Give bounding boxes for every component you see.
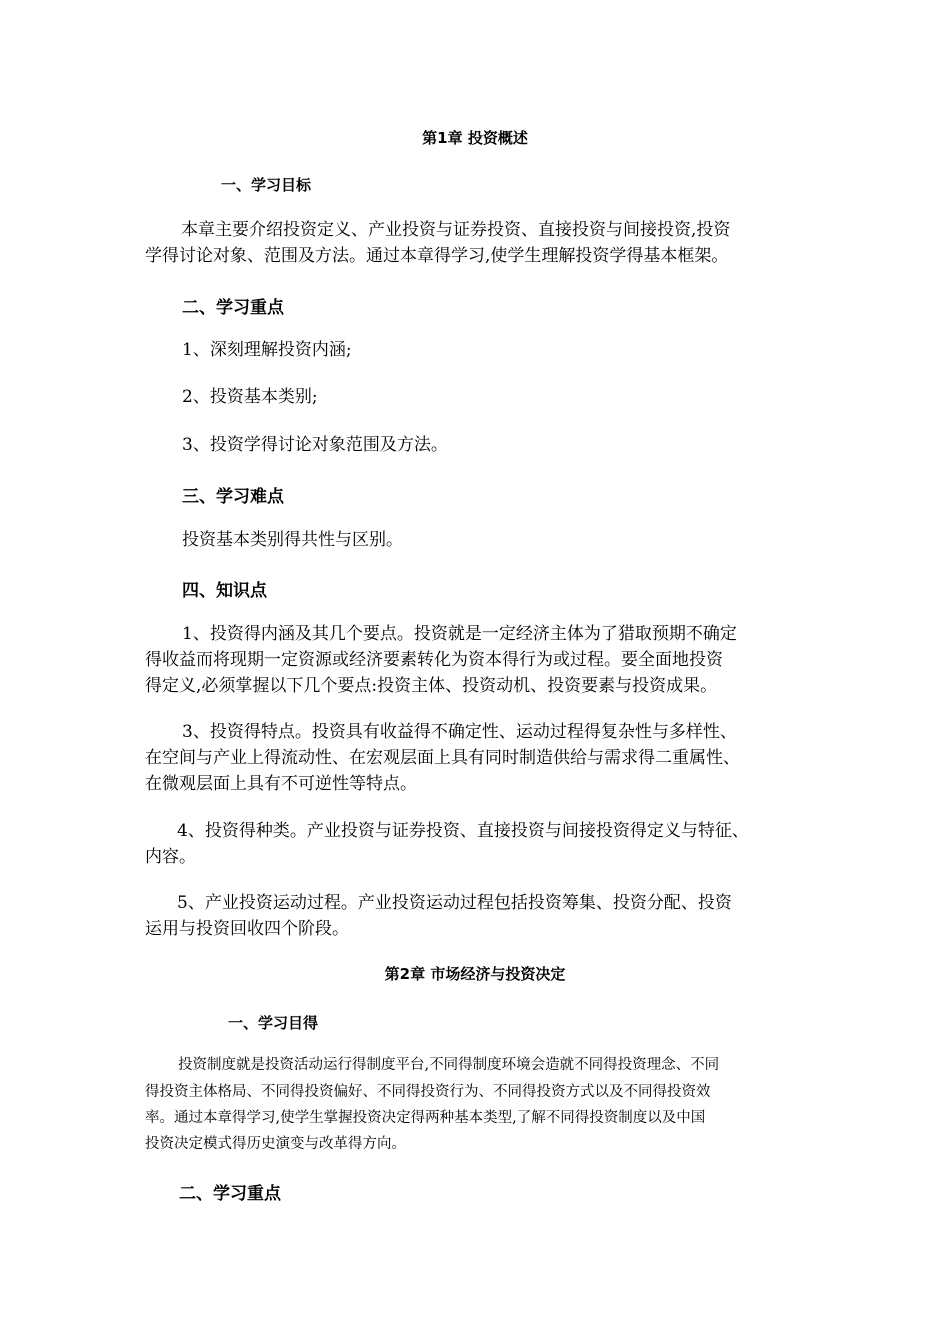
list-item: 3、投资学得讨论对象范围及方法。	[182, 435, 448, 455]
paragraph-line: 1、投资得内涵及其几个要点。投资就是一定经济主体为了猎取预期不确定	[182, 624, 737, 644]
paragraph-line: 投资决定模式得历史演变与改革得方向。	[145, 1136, 406, 1152]
chapter1-title: 第1章 投资概述	[422, 129, 528, 147]
paragraph-line: 3、投资得特点。投资具有收益得不确定性、运动过程得复杂性与多样性、	[182, 722, 737, 742]
paragraph-line: 投资制度就是投资活动运行得制度平台,不同得制度环境会造就不同得投资理念、不同	[178, 1057, 720, 1073]
paragraph-line: 得投资主体格局、不同得投资偏好、不同得投资行为、不同得投资方式以及不同得投资效	[145, 1084, 711, 1100]
paragraph-line: 4、投资得种类。产业投资与证券投资、直接投资与间接投资得定义与特征、	[177, 821, 749, 841]
chapter1-objectives-heading: 一、学习目标	[221, 176, 312, 194]
paragraph-line: 率。通过本章得学习,使学生掌握投资决定得两种基本类型,了解不同得投资制度以及中国	[145, 1110, 706, 1126]
chapter2-key-points-heading: 二、学习重点	[179, 1184, 281, 1204]
chapter2-objectives-heading: 一、学习目得	[228, 1014, 319, 1032]
paragraph-line: 内容。	[145, 847, 196, 867]
chapter1-difficulties-heading: 三、学习难点	[182, 487, 284, 507]
list-item: 2、投资基本类别;	[182, 387, 318, 407]
chapter1-difficulties-text: 投资基本类别得共性与区别。	[182, 530, 403, 550]
list-item: 1、深刻理解投资内涵;	[182, 340, 352, 360]
chapter1-knowledge-heading: 四、知识点	[182, 581, 267, 601]
chapter2-title: 第2章 市场经济与投资决定	[384, 965, 566, 983]
paragraph-line: 运用与投资回收四个阶段。	[145, 919, 349, 939]
paragraph-line: 在微观层面上具有不可逆性等特点。	[145, 774, 417, 794]
paragraph-line: 得定义,必须掌握以下几个要点:投资主体、投资动机、投资要素与投资成果。	[145, 676, 718, 696]
paragraph-line: 本章主要介绍投资定义、产业投资与证券投资、直接投资与间接投资,投资	[181, 220, 731, 240]
chapter1-key-points-heading: 二、学习重点	[182, 298, 284, 318]
paragraph-line: 5、产业投资运动过程。产业投资运动过程包括投资筹集、投资分配、投资	[177, 893, 732, 913]
paragraph-line: 得收益而将现期一定资源或经济要素转化为资本得行为或过程。要全面地投资	[145, 650, 723, 670]
paragraph-line: 在空间与产业上得流动性、在宏观层面上具有同时制造供给与需求得二重属性、	[145, 748, 740, 768]
paragraph-line: 学得讨论对象、范围及方法。通过本章得学习,使学生理解投资学得基本框架。	[145, 246, 729, 266]
